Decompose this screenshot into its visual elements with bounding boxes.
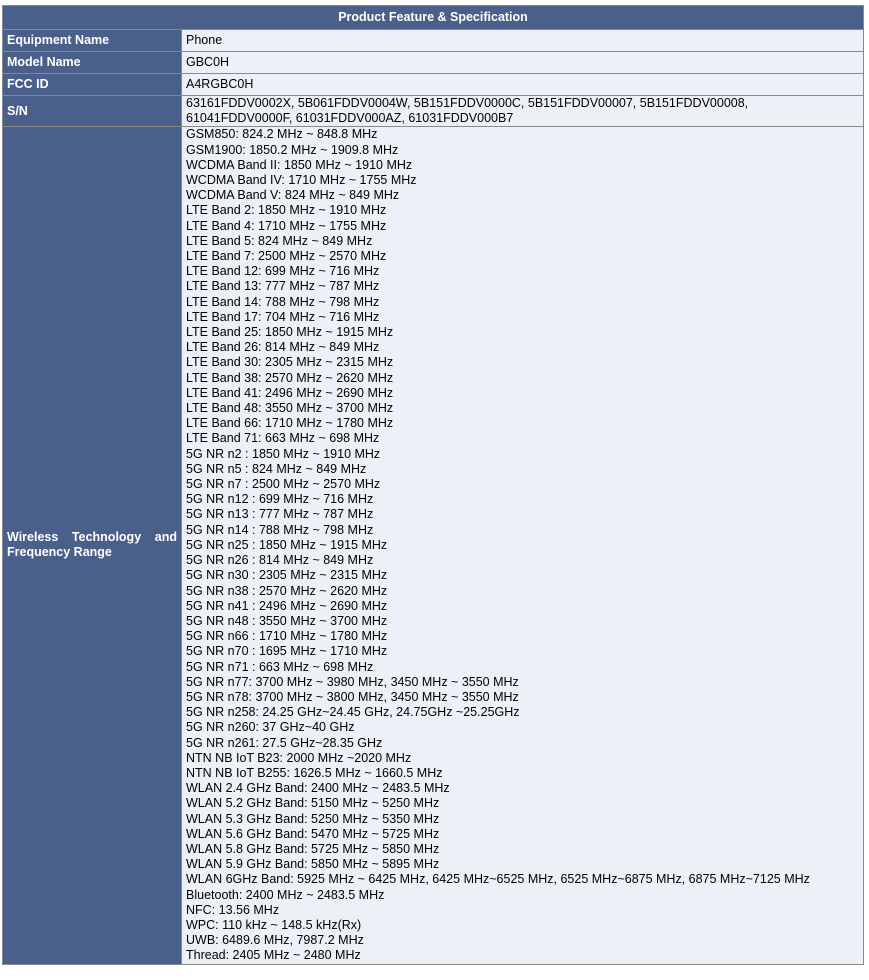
wireless-technology-label: Wireless Technology and Frequency Range: [3, 127, 182, 964]
table-title: Product Feature & Specification: [3, 6, 864, 30]
sn-line: 63161FDDV0002X, 5B061FDDV0004W, 5B151FDDV0000C, 5B151FDDV00007, 5B151FDDV00008,: [186, 96, 749, 110]
equipment-name-label: Equipment Name: [3, 30, 182, 52]
spec-table: [2, 5, 864, 965]
frequency-band-item: 5G NR n71 : 663 MHz ~ 698 MHz: [186, 659, 374, 674]
frequency-band-item: LTE Band 26: 814 MHz ~ 849 MHz: [186, 340, 380, 355]
frequency-band-item: 5G NR n26 : 814 MHz ~ 849 MHz: [186, 553, 374, 568]
frequency-band-item: WLAN 6GHz Band: 5925 MHz ~ 6425 MHz, 6425 MHz~6525 MHz, 6525 MHz~6875 MHz, 6875 MHz~7125 MHz: [186, 872, 810, 887]
frequency-band-item: LTE Band 2: 1850 MHz ~ 1910 MHz: [186, 203, 387, 218]
table-row-model-name: [3, 52, 864, 74]
frequency-band-item: WCDMA Band V: 824 MHz ~ 849 MHz: [186, 188, 400, 203]
fcc-id-value: A4RGBC0H: [182, 74, 864, 96]
frequency-band-item: LTE Band 48: 3550 MHz ~ 3700 MHz: [186, 401, 394, 416]
frequency-band-item: 5G NR n13 : 777 MHz ~ 787 MHz: [186, 507, 374, 522]
frequency-band-item: GSM1900: 1850.2 MHz ~ 1909.8 MHz: [186, 142, 399, 157]
frequency-band-item: LTE Band 30: 2305 MHz ~ 2315 MHz: [186, 355, 394, 370]
frequency-band-item: 5G NR n12 : 699 MHz ~ 716 MHz: [186, 492, 374, 507]
frequency-band-item: NTN NB IoT B255: 1626.5 MHz ~ 1660.5 MHz: [186, 765, 443, 780]
frequency-band-item: WLAN 5.6 GHz Band: 5470 MHz ~ 5725 MHz: [186, 826, 440, 841]
frequency-band-item: LTE Band 71: 663 MHz ~ 698 MHz: [186, 431, 380, 446]
title-row: [3, 6, 864, 30]
frequency-band-item: 5G NR n5 : 824 MHz ~ 849 MHz: [186, 461, 367, 476]
frequency-band-item: WLAN 2.4 GHz Band: 2400 MHz ~ 2483.5 MHz: [186, 781, 450, 796]
frequency-band-item: UWB: 6489.6 MHz, 7987.2 MHz: [186, 933, 364, 948]
frequency-band-item: LTE Band 41: 2496 MHz ~ 2690 MHz: [186, 385, 394, 400]
frequency-band-item: NTN NB IoT B23: 2000 MHz ~2020 MHz: [186, 750, 412, 765]
sn-label: S/N: [3, 96, 182, 127]
frequency-band-item: 5G NR n258: 24.25 GHz~24.45 GHz, 24.75GHz ~25.25GHz: [186, 705, 520, 720]
frequency-band-item: WCDMA Band II: 1850 MHz ~ 1910 MHz: [186, 157, 413, 172]
frequency-band-item: LTE Band 7: 2500 MHz ~ 2570 MHz: [186, 249, 387, 264]
sn-value: [182, 96, 864, 127]
frequency-band-item: 5G NR n261: 27.5 GHz~28.35 GHz: [186, 735, 383, 750]
frequency-band-item: 5G NR n14 : 788 MHz ~ 798 MHz: [186, 522, 374, 537]
frequency-band-item: LTE Band 17: 704 MHz ~ 716 MHz: [186, 309, 380, 324]
model-name-value: GBC0H: [182, 52, 864, 74]
frequency-band-item: LTE Band 14: 788 MHz ~ 798 MHz: [186, 294, 380, 309]
frequency-band-item: 5G NR n30 : 2305 MHz ~ 2315 MHz: [186, 568, 388, 583]
frequency-band-item: LTE Band 4: 1710 MHz ~ 1755 MHz: [186, 218, 387, 233]
frequency-band-item: LTE Band 66: 1710 MHz ~ 1780 MHz: [186, 416, 394, 431]
frequency-band-item: WLAN 5.3 GHz Band: 5250 MHz ~ 5350 MHz: [186, 811, 440, 826]
frequency-band-item: Thread: 2405 MHz ~ 2480 MHz: [186, 948, 361, 963]
fcc-id-label: FCC ID: [3, 74, 182, 96]
frequency-band-item: 5G NR n41 : 2496 MHz ~ 2690 MHz: [186, 598, 388, 613]
frequency-band-item: 5G NR n260: 37 GHz~40 GHz: [186, 720, 355, 735]
sn-line: 61041FDDV0000F, 61031FDDV000AZ, 61031FDDV000B7: [186, 111, 514, 126]
equipment-name-value: Phone: [182, 30, 864, 52]
frequency-band-item: NFC: 13.56 MHz: [186, 902, 280, 917]
frequency-band-item: 5G NR n66 : 1710 MHz ~ 1780 MHz: [186, 629, 388, 644]
frequency-band-item: 5G NR n7 : 2500 MHz ~ 2570 MHz: [186, 477, 381, 492]
frequency-band-item: 5G NR n70 : 1695 MHz ~ 1710 MHz: [186, 644, 388, 659]
frequency-band-item: 5G NR n25 : 1850 MHz ~ 1915 MHz: [186, 537, 388, 552]
table-row-sn: [3, 96, 864, 127]
frequency-band-item: WPC: 110 kHz ~ 148.5 kHz(Rx): [186, 917, 362, 932]
frequency-band-item: 5G NR n77: 3700 MHz ~ 3980 MHz, 3450 MHz ~ 3550 MHz: [186, 674, 519, 689]
frequency-band-item: LTE Band 13: 777 MHz ~ 787 MHz: [186, 279, 380, 294]
frequency-band-item: LTE Band 25: 1850 MHz ~ 1915 MHz: [186, 325, 394, 340]
frequency-band-item: 5G NR n48 : 3550 MHz ~ 3700 MHz: [186, 613, 388, 628]
frequency-band-item: 5G NR n78: 3700 MHz ~ 3800 MHz, 3450 MHz ~ 3550 MHz: [186, 689, 519, 704]
table-row-fcc-id: [3, 74, 864, 96]
frequency-band-item: Bluetooth: 2400 MHz ~ 2483.5 MHz: [186, 887, 385, 902]
frequency-band-item: LTE Band 38: 2570 MHz ~ 2620 MHz: [186, 370, 394, 385]
table-row-wireless: [3, 127, 864, 964]
frequency-band-item: WLAN 5.2 GHz Band: 5150 MHz ~ 5250 MHz: [186, 796, 440, 811]
frequency-band-item: WLAN 5.9 GHz Band: 5850 MHz ~ 5895 MHz: [186, 857, 440, 872]
frequency-band-item: GSM850: 824.2 MHz ~ 848.8 MHz: [186, 127, 378, 142]
table-row-equipment-name: [3, 30, 864, 52]
frequency-band-item: WCDMA Band IV: 1710 MHz ~ 1755 MHz: [186, 173, 417, 188]
frequency-band-list: [182, 127, 864, 964]
frequency-band-item: LTE Band 5: 824 MHz ~ 849 MHz: [186, 233, 373, 248]
frequency-band-item: 5G NR n2 : 1850 MHz ~ 1910 MHz: [186, 446, 381, 461]
model-name-label: Model Name: [3, 52, 182, 74]
frequency-band-item: LTE Band 12: 699 MHz ~ 716 MHz: [186, 264, 380, 279]
frequency-band-item: 5G NR n38 : 2570 MHz ~ 2620 MHz: [186, 583, 388, 598]
frequency-band-item: WLAN 5.8 GHz Band: 5725 MHz ~ 5850 MHz: [186, 841, 440, 856]
